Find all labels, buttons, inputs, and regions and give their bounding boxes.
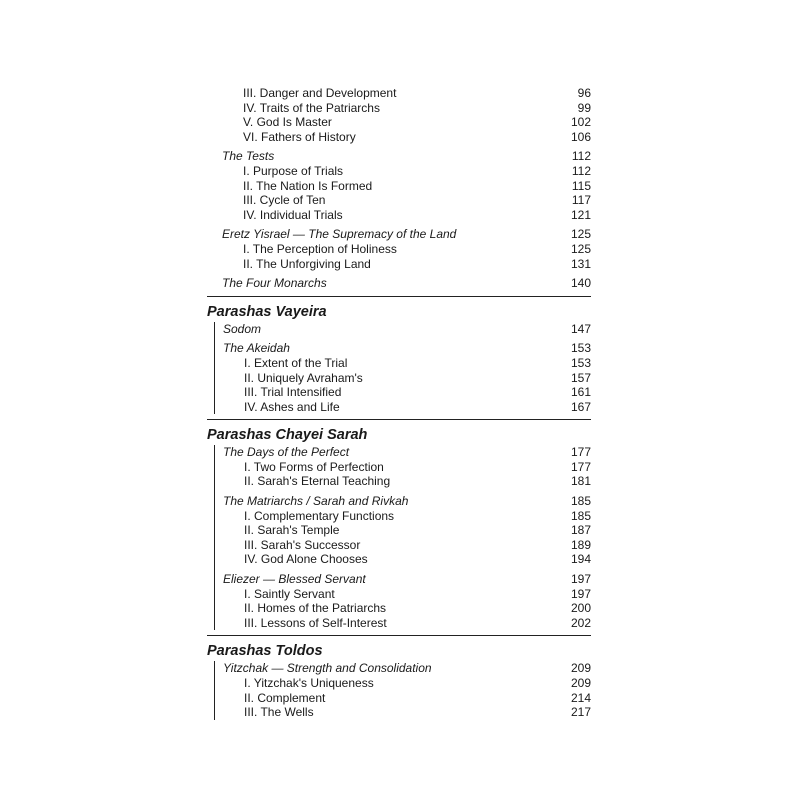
subsection-title: IV. God Alone Chooses	[244, 552, 368, 567]
subsection-title: V. God Is Master	[243, 115, 332, 130]
subsection-title: II. The Unforgiving Land	[243, 256, 371, 271]
chapter-title: Eliezer — Blessed Servant	[223, 572, 366, 587]
chapter-page-number: 153	[570, 341, 591, 356]
toc-chapter	[215, 494, 591, 567]
section-heading: Parashas Chayei Sarah	[207, 419, 591, 444]
subsection-page-number: 214	[570, 690, 591, 705]
chapter-page-number: 185	[570, 494, 591, 509]
chapter-title: Sodom	[223, 321, 262, 336]
subsection-page-number: 153	[570, 355, 591, 370]
toc-chapter	[207, 149, 591, 222]
subsection-title: II. Sarah's Eternal Teaching	[244, 474, 391, 489]
subsection-title: I. The Perception of Holiness	[243, 241, 397, 256]
subsection-page-number: 194	[570, 552, 591, 567]
toc-chapter	[215, 322, 591, 337]
subsection-title: IV. Individual Trials	[243, 207, 343, 222]
table-of-contents	[207, 86, 591, 720]
subsection-page-number: 115	[571, 178, 591, 193]
chapter-title: The Akeidah	[223, 341, 290, 356]
subsection-page-number: 121	[570, 207, 591, 222]
subsection-page-number: 187	[570, 523, 591, 538]
subsection-page-number: 209	[570, 676, 591, 690]
subsection-page-number: 177	[570, 459, 591, 474]
subsection-entry[interactable]	[207, 242, 591, 257]
toc-chapter	[207, 227, 591, 271]
subsection-title: III. Danger and Development	[243, 86, 397, 100]
subsection-entry[interactable]	[215, 371, 591, 386]
toc-section	[207, 635, 591, 719]
subsection-page-number: 102	[570, 115, 591, 130]
subsection-page-number: 117	[571, 193, 591, 208]
subsection-entry[interactable]	[215, 356, 591, 371]
subsection-entry[interactable]	[215, 400, 591, 415]
subsection-title: I. Two Forms of Perfection	[244, 459, 384, 474]
subsection-entry[interactable]	[207, 115, 591, 130]
subsection-entry[interactable]	[207, 101, 591, 116]
subsection-title: IV. Ashes and Life	[244, 399, 340, 414]
chapter-entry[interactable]	[207, 149, 591, 164]
section-body	[214, 322, 591, 415]
subsection-entry[interactable]	[207, 130, 591, 145]
chapter-entry[interactable]	[215, 572, 591, 587]
subsection-page-number: 161	[570, 385, 591, 400]
chapter-page-number: 140	[570, 276, 591, 291]
subsection-page-number: 189	[570, 537, 591, 552]
chapter-entry[interactable]	[215, 661, 591, 676]
chapter-entry[interactable]	[215, 322, 591, 337]
subsection-entry[interactable]	[215, 460, 591, 475]
chapter-title: The Four Monarchs	[222, 276, 327, 291]
subsection-entry[interactable]	[215, 691, 591, 706]
subsection-title: II. Complement	[244, 690, 326, 705]
subsection-title: I. Extent of the Trial	[244, 355, 348, 370]
section-body	[214, 661, 591, 719]
subsection-title: II. Uniquely Avraham's	[244, 370, 363, 385]
subsection-title: I. Saintly Servant	[244, 586, 335, 601]
subsection-entry[interactable]	[207, 208, 591, 223]
toc-chapter	[215, 572, 591, 630]
toc-chapter	[215, 445, 591, 489]
toc-chapter	[215, 661, 591, 719]
subsection-title: II. Homes of the Patriarchs	[244, 601, 387, 616]
section-body	[214, 445, 591, 630]
chapter-page-number: 197	[570, 572, 591, 587]
subsection-entry[interactable]	[207, 164, 591, 179]
subsection-entry[interactable]	[215, 474, 591, 489]
subsection-title: III. Cycle of Ten	[243, 193, 326, 208]
toc-section	[207, 419, 591, 630]
section-body	[207, 86, 591, 291]
chapter-entry[interactable]	[207, 227, 591, 242]
toc-chapter	[207, 276, 591, 291]
chapter-page-number: 147	[570, 321, 591, 336]
chapter-page-number: 125	[570, 227, 591, 242]
section-heading: Parashas Vayeira	[207, 296, 591, 321]
subsection-entry[interactable]	[207, 86, 591, 101]
chapter-entry[interactable]	[215, 445, 591, 460]
subsection-page-number: 217	[570, 705, 591, 720]
subsection-entry[interactable]	[215, 705, 591, 720]
chapter-entry[interactable]	[207, 276, 591, 291]
chapter-entry[interactable]	[215, 341, 591, 356]
subsection-title: I. Yitzchak's Uniqueness	[244, 676, 374, 690]
subsection-entry[interactable]	[215, 523, 591, 538]
subsection-title: I. Purpose of Trials	[243, 163, 344, 178]
chapter-title: Eretz Yisrael — The Supremacy of the Land	[222, 227, 457, 242]
subsection-title: III. Sarah's Successor	[244, 537, 361, 552]
subsection-page-number: 167	[570, 399, 591, 414]
toc-chapter	[215, 341, 591, 414]
subsection-title: I. Complementary Functions	[244, 508, 395, 523]
subsection-page-number: 106	[570, 129, 591, 144]
subsection-entry[interactable]	[215, 601, 591, 616]
subsection-title: III. Lessons of Self-Interest	[244, 615, 387, 630]
subsection-title: III. Trial Intensified	[244, 385, 342, 400]
toc-section	[207, 296, 591, 415]
chapter-page-number: 209	[570, 661, 591, 676]
section-heading: Parashas Toldos	[207, 635, 591, 660]
toc-chapter	[207, 86, 591, 144]
subsection-entry[interactable]	[207, 193, 591, 208]
subsection-entry[interactable]	[215, 616, 591, 631]
chapter-title: The Tests	[222, 149, 275, 164]
subsection-entry[interactable]	[207, 179, 591, 194]
chapter-title: Yitzchak — Strength and Consolidation	[223, 661, 432, 676]
subsection-page-number: 157	[570, 370, 591, 385]
subsection-entry[interactable]	[215, 587, 591, 602]
subsection-page-number: 202	[570, 615, 591, 630]
chapter-entry[interactable]	[215, 494, 591, 509]
subsection-title: III. The Wells	[244, 705, 314, 720]
subsection-page-number: 96	[577, 86, 591, 100]
subsection-page-number: 185	[570, 508, 591, 523]
subsection-title: II. Sarah's Temple	[244, 523, 340, 538]
subsection-page-number: 125	[570, 241, 591, 256]
subsection-page-number: 197	[570, 586, 591, 601]
subsection-title: VI. Fathers of History	[243, 129, 356, 144]
subsection-page-number: 181	[570, 474, 591, 489]
subsection-title: II. The Nation Is Formed	[243, 178, 373, 193]
chapter-title: The Days of the Perfect	[223, 445, 350, 460]
subsection-entry[interactable]	[207, 257, 591, 272]
subsection-title: IV. Traits of the Patriarchs	[243, 100, 380, 115]
chapter-title: The Matriarchs / Sarah and Rivkah	[223, 494, 409, 509]
chapter-page-number: 112	[571, 149, 591, 164]
subsection-entry[interactable]	[215, 538, 591, 553]
toc-section	[207, 86, 591, 291]
subsection-page-number: 112	[571, 163, 591, 178]
subsection-page-number: 200	[570, 601, 591, 616]
subsection-entry[interactable]	[215, 385, 591, 400]
subsection-page-number: 131	[570, 256, 591, 271]
subsection-entry[interactable]	[215, 676, 591, 691]
subsection-entry[interactable]	[215, 552, 591, 567]
subsection-entry[interactable]	[215, 509, 591, 524]
subsection-page-number: 99	[577, 100, 591, 115]
chapter-page-number: 177	[570, 445, 591, 460]
